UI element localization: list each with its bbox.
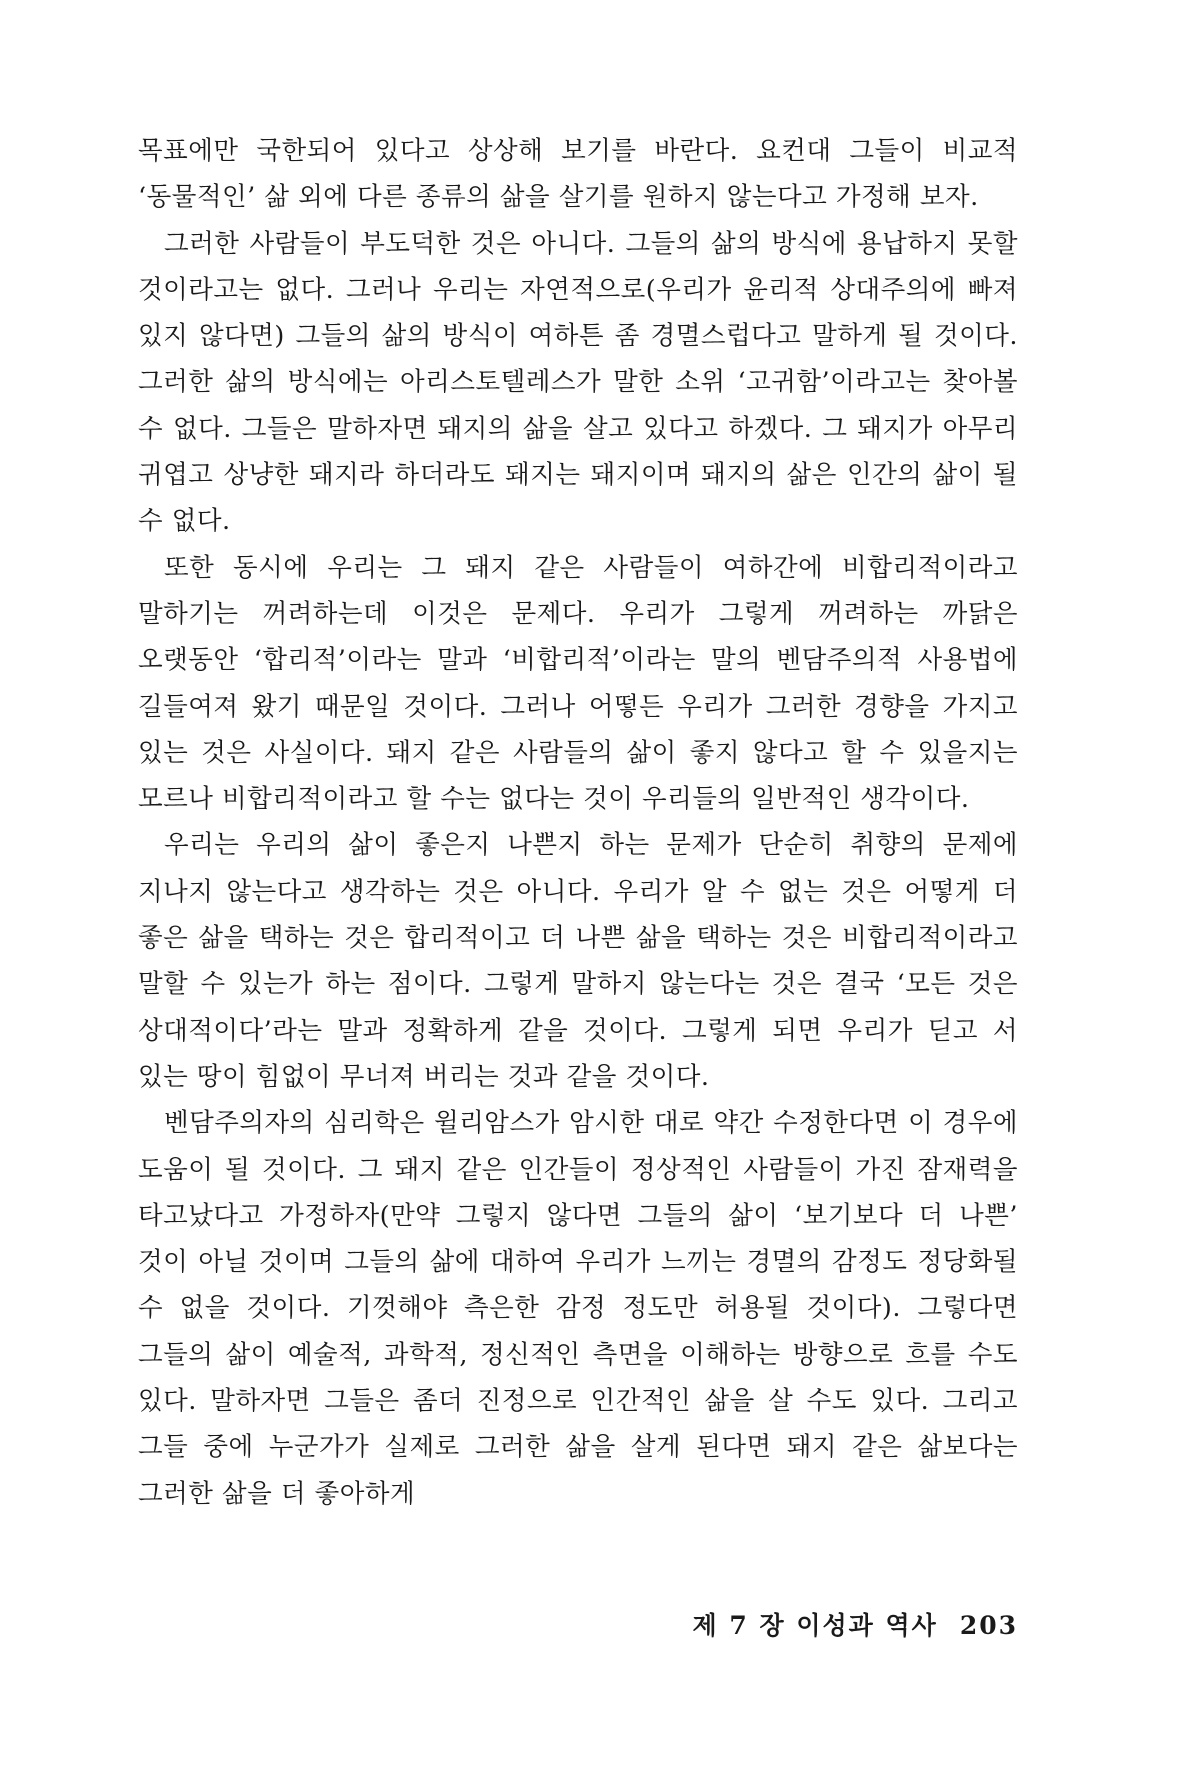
- paragraph: 그러한 사람들이 부도덕한 것은 아니다. 그들의 삶의 방식에 용납하지 못할 것이라고는 없다. 그러나 우리는 자연적으로(우리가 윤리적 상대주의에 빠져 있지 않다면) 그들의 삶의 방식이 여하튼 좀 경멸스럽다고 말하게 될 것이다. 그러한 삶의 방식에는 아리스토텔레스가 말한 소위 ‘고귀함’이라고는 찾아볼 수 없다. 그들은 말하자면 돼지의 삶을 살고 있다고 하겠다. 그 돼지가 아무리 귀엽고 상냥한 돼지라 하더라도 돼지는 돼지이며 돼지의 삶은 인간의 삶이 될 수 없다.: [138, 228, 1018, 537]
- paragraph: 벤담주의자의 심리학은 윌리암스가 암시한 대로 약간 수정한다면 이 경우에 도움이 될 것이다. 그 돼지 같은 인간들이 정상적인 사람들이 가진 잠재력을 타고났다고 가정하자(만약 그렇지 않다면 그들의 삶이 ‘보기보다 더 나쁜’ 것이 아닐 것이며 그들의 삶에 대하여 우리가 느끼는 경멸의 감정도 정당화될 수 없을 것이다. 기껏해야 측은한 감정 정도만 허용될 것이다). 그렇다면 그들의 삶이 예술적, 과학적, 정신적인 측면을 이해하는 방향으로 흐를 수도 있다. 말하자면 그들은 좀더 진정으로 인간적인 삶을 살 수도 있다. 그리고 그들 중에 누군가가 실제로 그러한 삶을 살게 된다면 돼지 같은 삶보다는 그러한 삶을 더 좋아하게: [138, 1108, 1018, 1509]
- chapter-title: 제 7 장 이성과 역사: [692, 1611, 938, 1640]
- running-footer: [138, 1606, 1018, 1642]
- paragraph-continued: 목표에만 국한되어 있다고 상상해 보기를 바란다. 요컨대 그들이 비교적 ‘동물적인’ 삶 외에 다른 종류의 삶을 살기를 원하지 않는다고 가정해 보자.: [138, 136, 1018, 213]
- body-text: [138, 128, 1018, 1517]
- page-number: 203: [959, 1611, 1018, 1640]
- paragraph: 또한 동시에 우리는 그 돼지 같은 사람들이 여하간에 비합리적이라고 말하기는 꺼려하는데 이것은 문제다. 우리가 그렇게 꺼려하는 까닭은 오랫동안 ‘합리적’이라는 말과 ‘비합리적’이라는 말의 벤담주의적 사용법에 길들여져 왔기 때문일 것이다. 그러나 어떻든 우리가 그러한 경향을 가지고 있는 것은 사실이다. 돼지 같은 사람들의 삶이 좋지 않다고 할 수 있을지는 모르나 비합리적이라고 할 수는 없다는 것이 우리들의 일반적인 생각이다.: [138, 552, 1018, 815]
- paragraph: 우리는 우리의 삶이 좋은지 나쁜지 하는 문제가 단순히 취향의 문제에 지나지 않는다고 생각하는 것은 아니다. 우리가 알 수 없는 것은 어떻게 더 좋은 삶을 택하는 것은 합리적이고 더 나쁜 삶을 택하는 것은 비합리적이라고 말할 수 있는가 하는 점이다. 그렇게 말하지 않는다는 것은 결국 ‘모든 것은 상대적이다’라는 말과 정확하게 같을 것이다. 그렇게 되면 우리가 딛고 서 있는 땅이 힘없이 무너져 버리는 것과 같을 것이다.: [138, 830, 1018, 1092]
